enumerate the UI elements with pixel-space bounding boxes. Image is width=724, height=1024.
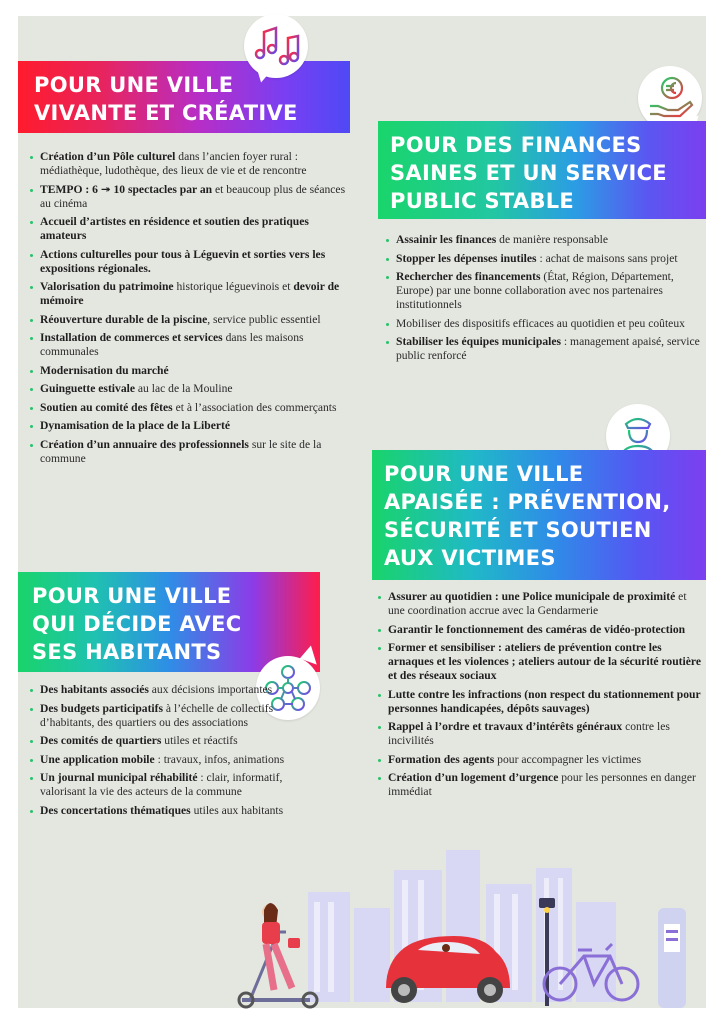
list-item: Lutte contre les infractions (non respect du stationnement pour personnes handicapées, dépôts sauvages): [378, 688, 704, 716]
banner-finances: [378, 121, 706, 219]
list-ville-vivante: [30, 150, 350, 470]
list-item: Des habitants associés aux décisions importantes: [30, 683, 330, 697]
list-item: Création d’un Pôle culturel dans l’ancien foyer rural : médiathèque, ludothèque, des lieux de vie et de rencontre: [30, 150, 350, 178]
city-illustration: [18, 850, 706, 1014]
banner-line: APAISÉE : PRÉVENTION,: [384, 490, 671, 514]
list-item: Des concertations thématiques utiles aux habitants: [30, 804, 330, 818]
list-finances: [386, 233, 704, 368]
bike-station-terminal-icon: [658, 908, 686, 1008]
banner-line: PUBLIC STABLE: [390, 189, 575, 213]
list-item: Stopper les dépenses inutiles : achat de maisons sans projet: [386, 252, 704, 266]
banner-ville-apaisee: [372, 450, 706, 580]
list-item: Création d’un logement d’urgence pour les personnes en danger immédiat: [378, 771, 704, 799]
list-item: Valorisation du patrimoine historique léguevinois et devoir de mémoire: [30, 280, 350, 308]
list-item: Assurer au quotidien : une Police municipale de proximité et une coordination accrue avec la Gendarmerie: [378, 590, 704, 618]
list-ville-habitants: [30, 683, 330, 822]
banner-line: POUR DES FINANCES: [390, 133, 642, 157]
list-item: Installation de commerces et services dans les maisons communales: [30, 331, 350, 359]
list-item: Mobiliser des dispositifs efficaces au quotidien et peu coûteux: [386, 317, 704, 331]
list-item: Actions culturelles pour tous à Léguevin et sorties vers les expositions régionales.: [30, 248, 350, 276]
list-item: Accueil d’artistes en résidence et soutien des pratiques amateurs: [30, 215, 350, 243]
list-item: Formation des agents pour accompagner les victimes: [378, 753, 704, 767]
banner-line: POUR UNE VILLE: [384, 462, 584, 486]
banner-line: POUR UNE VILLE: [32, 584, 232, 608]
list-item: Rappel à l’ordre et travaux d’intérêts généraux contre les incivilités: [378, 720, 704, 748]
list-item: Une application mobile : travaux, infos, animations: [30, 753, 330, 767]
list-item: Rechercher des financements (État, Région, Département, Europe) par une bonne collaboration avec nos partenaires institutionnels: [386, 270, 704, 312]
list-item: Guinguette estivale au lac de la Mouline: [30, 382, 350, 396]
list-item: Assainir les finances de manière responsable: [386, 233, 704, 247]
music-notes-icon: [244, 14, 308, 78]
list-item: Création d’un annuaire des professionnels sur le site de la commune: [30, 438, 350, 466]
woman-on-scooter-icon: [239, 903, 317, 1007]
list-item: Former et sensibiliser : ateliers de prévention contre les arnaques et les violences ; ateliers autour de la sécurité routière et des réseaux sociaux: [378, 641, 704, 683]
list-item: Des comités de quartiers utiles et réactifs: [30, 734, 330, 748]
banner-line: SAINES ET UN SERVICE: [390, 161, 667, 185]
list-item: Garantir le fonctionnement des caméras de vidéo-protection: [378, 623, 704, 637]
list-item: Dynamisation de la place de la Liberté: [30, 419, 350, 433]
banner-line: SÉCURITÉ ET SOUTIEN: [384, 518, 652, 542]
list-ville-apaisee: [378, 590, 704, 804]
list-item: Modernisation du marché: [30, 364, 350, 378]
banner-line: AUX VICTIMES: [384, 546, 556, 570]
list-item: Des budgets participatifs à l’échelle de collectifs d’habitants, des quartiers ou des associations: [30, 702, 330, 730]
list-item: Réouverture durable de la piscine, service public essentiel: [30, 313, 350, 327]
list-item: Un journal municipal réhabilité : clair, informatif, valorisant la vie des acteurs de la commune: [30, 771, 330, 799]
banner-line: SES HABITANTS: [32, 640, 222, 664]
banner-line: QUI DÉCIDE AVEC: [32, 612, 242, 636]
list-item: Soutien au comité des fêtes et à l’association des commerçants: [30, 401, 350, 415]
list-item: TEMPO : 6 ↠ 10 spectacles par an et beaucoup plus de séances au cinéma: [30, 183, 350, 211]
banner-line: VIVANTE ET CRÉATIVE: [34, 101, 298, 125]
list-item: Stabiliser les équipes municipales : management apaisé, service public renforcé: [386, 335, 704, 363]
banner-line: POUR UNE VILLE: [34, 73, 234, 97]
